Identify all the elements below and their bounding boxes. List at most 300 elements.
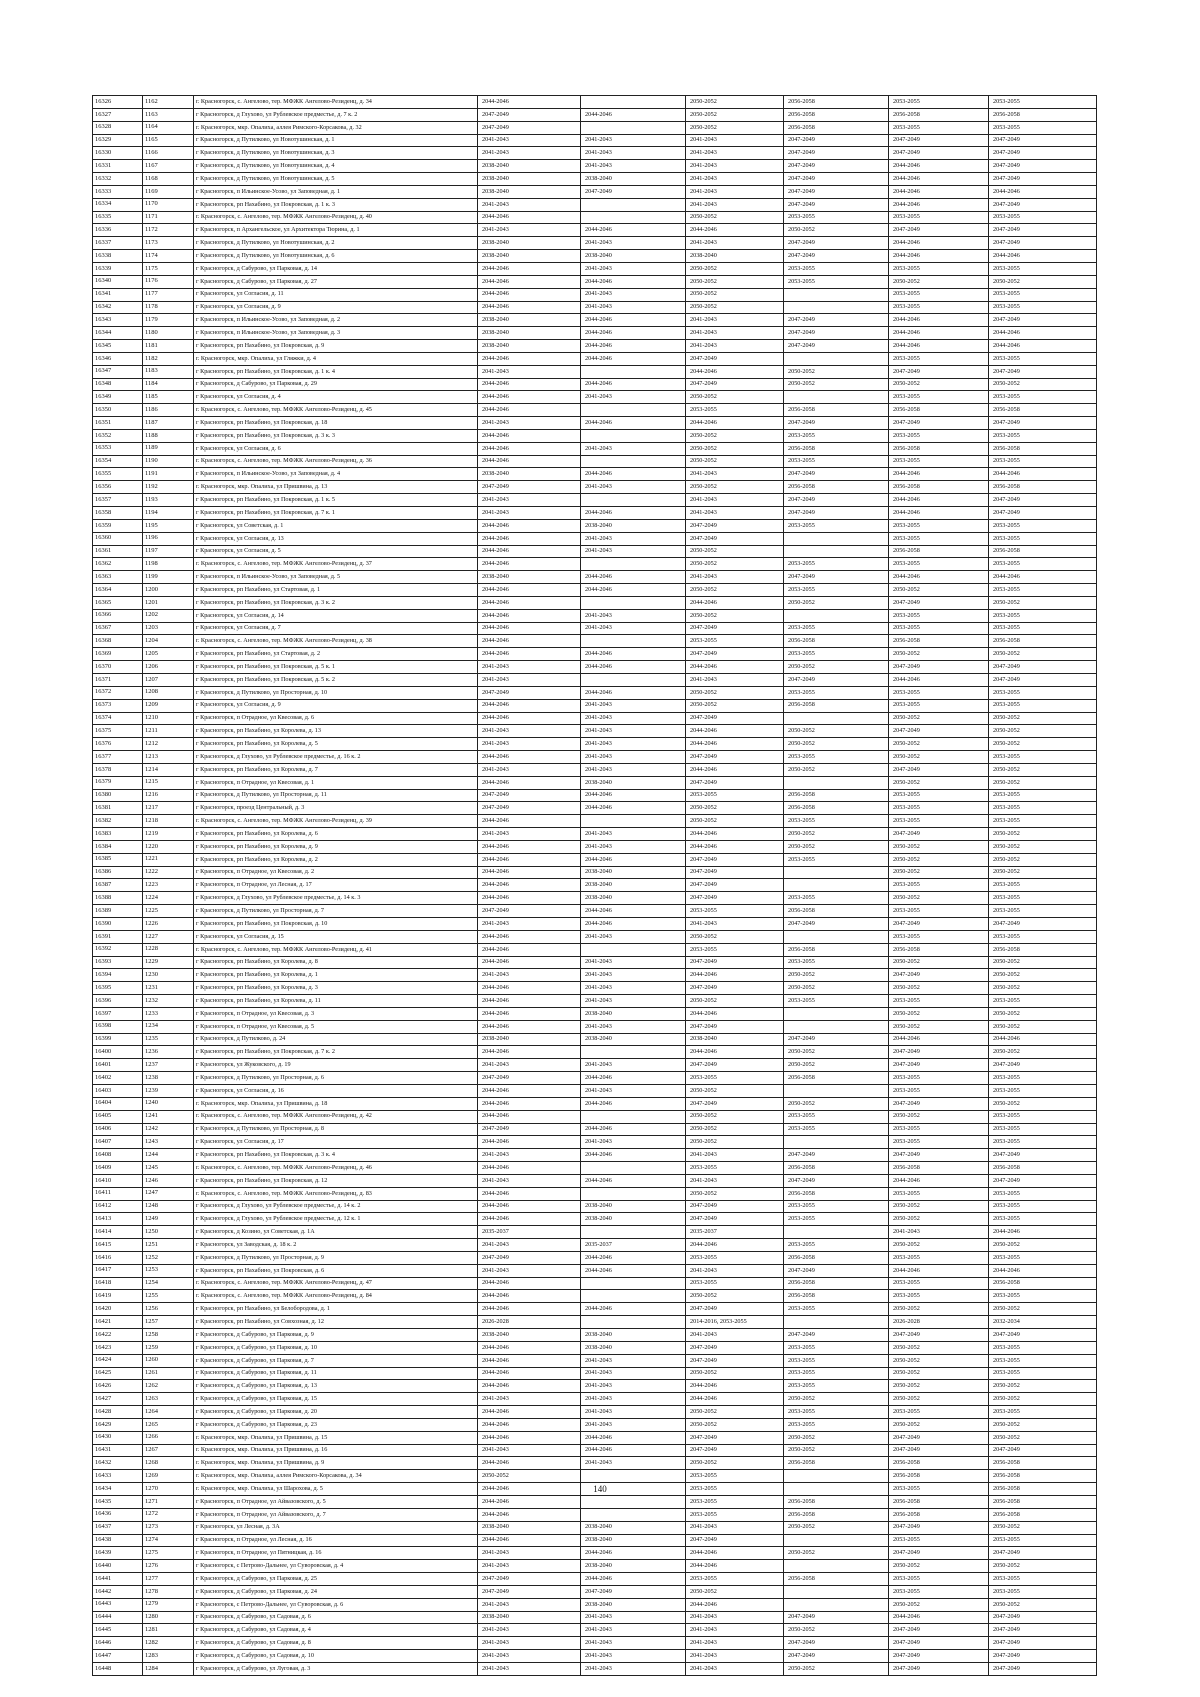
table-cell-year-3: 2050-2052: [686, 1418, 784, 1431]
table-cell-year-5: 2053-2055: [889, 930, 989, 943]
table-cell-index: 1193: [143, 494, 194, 507]
table-row: [93, 1431, 1097, 1444]
table-cell-year-6: 2050-2052: [989, 1560, 1097, 1573]
table-cell-year-1: 2047-2049: [478, 1573, 581, 1586]
table-cell-address: г Красногорск, рп Нахабино, ул Королева, д. 7: [194, 763, 478, 776]
table-cell-year-5: 2047-2049: [889, 365, 989, 378]
table-row: [93, 507, 1097, 520]
table-cell-year-4: 2050-2052: [784, 1521, 889, 1534]
table-cell-year-4: 2053-2055: [784, 622, 889, 635]
table-cell-year-1: 2044-2046: [478, 558, 581, 571]
table-cell-year-4: 2056-2058: [784, 699, 889, 712]
table-cell-year-2: 2044-2046: [581, 1072, 686, 1085]
table-cell-year-3: 2044-2046: [686, 1598, 784, 1611]
table-cell-address: г Красногорск, д Глухово, ул Рублевское предместье, д. 16 к. 2: [194, 751, 478, 764]
table-cell-year-2: 2041-2043: [581, 1650, 686, 1663]
table-cell-year-3: 2041-2043: [686, 1662, 784, 1675]
table-cell-year-2: 2044-2046: [581, 1444, 686, 1457]
table-cell-year-5: 2053-2055: [889, 686, 989, 699]
table-cell-address: г Красногорск, д Козино, ул Советская, д. 1А: [194, 1226, 478, 1239]
table-cell-index: 1196: [143, 532, 194, 545]
table-cell-year-2: 2038-2040: [581, 1033, 686, 1046]
table-cell-address: г. Красногорск, с. Ангелово, тер. МФЖК Ангелово-Резиденц, д. 46: [194, 1162, 478, 1175]
table-row: [93, 1277, 1097, 1290]
table-cell-year-2: 2041-2043: [581, 1136, 686, 1149]
table-cell-index: 1263: [143, 1393, 194, 1406]
table-row: [93, 1329, 1097, 1342]
table-cell-year-2: 2044-2046: [581, 584, 686, 597]
table-cell-year-3: 2041-2043: [686, 571, 784, 584]
table-cell-year-6: 2050-2052: [989, 725, 1097, 738]
table-cell-year-5: 2050-2052: [889, 1560, 989, 1573]
table-row: [93, 108, 1097, 121]
table-cell-year-5: 2053-2055: [889, 1072, 989, 1085]
table-cell-year-1: 2044-2046: [478, 1457, 581, 1470]
table-cell-year-1: 2044-2046: [478, 352, 581, 365]
table-cell-year-5: 2056-2058: [889, 1470, 989, 1483]
table-row: [93, 1418, 1097, 1431]
table-cell-year-6: 2047-2049: [989, 1444, 1097, 1457]
table-cell-year-3: 2044-2046: [686, 1393, 784, 1406]
table-cell-year-5: 2056-2058: [889, 1495, 989, 1508]
table-row: [93, 558, 1097, 571]
table-cell-year-5: 2050-2052: [889, 776, 989, 789]
table-cell-year-1: 2044-2046: [478, 532, 581, 545]
table-cell-year-4: 2053-2055: [784, 275, 889, 288]
table-cell-year-1: 2047-2049: [478, 802, 581, 815]
table-row: [93, 828, 1097, 841]
table-cell-year-5: 2047-2049: [889, 725, 989, 738]
table-cell-index: 1234: [143, 1020, 194, 1033]
table-cell-year-2: 2044-2046: [581, 1573, 686, 1586]
table-cell-year-4: 2050-2052: [784, 982, 889, 995]
table-cell-year-5: 2047-2049: [889, 1547, 989, 1560]
table-cell-year-6: 2053-2055: [989, 995, 1097, 1008]
table-cell-index: 1220: [143, 840, 194, 853]
table-cell-year-4: 2050-2052: [784, 365, 889, 378]
table-cell-year-4: 2053-2055: [784, 1418, 889, 1431]
table-cell-year-2: 2041-2043: [581, 956, 686, 969]
table-cell-year-2: [581, 198, 686, 211]
table-cell-year-2: 2041-2043: [581, 1662, 686, 1675]
table-cell-year-3: 2053-2055: [686, 1508, 784, 1521]
table-cell-year-3: 2047-2049: [686, 879, 784, 892]
table-cell-year-3: 2047-2049: [686, 1444, 784, 1457]
table-cell-year-3: 2050-2052: [686, 1367, 784, 1380]
table-row: [93, 288, 1097, 301]
table-cell-year-1: 2044-2046: [478, 815, 581, 828]
table-cell-address: г Красногорск, рп Нахабино, ул Покровская, д. 5 к. 2: [194, 673, 478, 686]
table-cell-address: г Красногорск, д Сабурово, ул Садовая, д. 4: [194, 1624, 478, 1637]
table-cell-year-2: 2044-2046: [581, 802, 686, 815]
table-row: [93, 1290, 1097, 1303]
table-row: [93, 1637, 1097, 1650]
table-cell-year-4: 2053-2055: [784, 1123, 889, 1136]
table-cell-year-2: 2035-2037: [581, 1239, 686, 1252]
table-cell-year-4: 2056-2058: [784, 1508, 889, 1521]
table-cell-address: г Красногорск, ул Жуковского, д. 19: [194, 1059, 478, 1072]
table-cell-year-4: 2053-2055: [784, 1354, 889, 1367]
table-cell-address: г. Красногорск, с. Ангелово, тер. МФЖК Ангелово-Резиденц, д. 37: [194, 558, 478, 571]
table-cell-index: 1233: [143, 1007, 194, 1020]
table-cell-number: 16399: [93, 1033, 143, 1046]
table-cell-address: г. Красногорск, с. Ангелово, тер. МФЖК Ангелово-Резиденц, д. 34: [194, 96, 478, 109]
table-cell-year-4: [784, 1084, 889, 1097]
table-cell-year-6: 2047-2049: [989, 198, 1097, 211]
table-cell-year-3: 2050-2052: [686, 1136, 784, 1149]
table-cell-year-6: 2050-2052: [989, 1239, 1097, 1252]
table-cell-year-6: 2047-2049: [989, 507, 1097, 520]
table-cell-year-1: 2044-2046: [478, 404, 581, 417]
table-cell-year-5: 2053-2055: [889, 802, 989, 815]
table-cell-index: 1274: [143, 1534, 194, 1547]
table-cell-year-2: 2038-2040: [581, 1521, 686, 1534]
table-cell-year-4: [784, 1316, 889, 1329]
table-cell-year-1: 2044-2046: [478, 840, 581, 853]
table-cell-year-4: 2056-2058: [784, 121, 889, 134]
table-row: [93, 494, 1097, 507]
table-cell-year-1: 2041-2043: [478, 1393, 581, 1406]
table-cell-year-1: 2044-2046: [478, 995, 581, 1008]
table-cell-address: г Красногорск, д Сабурово, ул Парковая, д. 14: [194, 262, 478, 275]
table-cell-year-6: 2056-2058: [989, 1508, 1097, 1521]
table-cell-year-1: 2044-2046: [478, 866, 581, 879]
table-cell-number: 16409: [93, 1162, 143, 1175]
table-cell-year-3: 2044-2046: [686, 417, 784, 430]
table-cell-year-6: 2047-2049: [989, 661, 1097, 674]
table-row: [93, 1495, 1097, 1508]
table-cell-year-6: 2053-2055: [989, 121, 1097, 134]
table-cell-number: 16411: [93, 1187, 143, 1200]
table-cell-index: 1267: [143, 1444, 194, 1457]
table-cell-year-1: 2044-2046: [478, 1084, 581, 1097]
table-cell-year-2: 2041-2043: [581, 442, 686, 455]
table-cell-year-3: 2053-2055: [686, 1072, 784, 1085]
table-row: [93, 429, 1097, 442]
table-cell-year-5: 2044-2046: [889, 173, 989, 186]
table-cell-year-3: 2041-2043: [686, 327, 784, 340]
table-cell-year-6: 2047-2049: [989, 673, 1097, 686]
table-cell-number: 16397: [93, 1007, 143, 1020]
table-cell-index: 1219: [143, 828, 194, 841]
table-cell-year-5: 2044-2046: [889, 1611, 989, 1624]
table-cell-address: г. Красногорск, мкр. Опалиха, аллея Римского-Корсакова, д. 32: [194, 121, 478, 134]
table-cell-year-6: 2053-2055: [989, 930, 1097, 943]
table-cell-year-4: 2047-2049: [784, 250, 889, 263]
table-cell-number: 16374: [93, 712, 143, 725]
table-cell-index: 1253: [143, 1264, 194, 1277]
table-cell-address: г Красногорск, д Сабурово, ул Парковая, д. 11: [194, 1367, 478, 1380]
table-cell-year-6: 2044-2046: [989, 1033, 1097, 1046]
table-cell-year-4: 2050-2052: [784, 596, 889, 609]
table-cell-year-1: 2041-2043: [478, 725, 581, 738]
table-cell-year-1: 2041-2043: [478, 673, 581, 686]
table-cell-index: 1232: [143, 995, 194, 1008]
table-cell-year-2: 2041-2043: [581, 1393, 686, 1406]
table-row: [93, 853, 1097, 866]
table-cell-index: 1212: [143, 738, 194, 751]
table-row: [93, 1149, 1097, 1162]
table-cell-year-1: 2041-2043: [478, 1239, 581, 1252]
table-cell-year-3: 2044-2046: [686, 738, 784, 751]
table-cell-address: г Красногорск, п Отрадное, ул Айвазовского, д. 7: [194, 1508, 478, 1521]
table-row: [93, 327, 1097, 340]
table-cell-number: 16420: [93, 1303, 143, 1316]
table-cell-year-5: 2050-2052: [889, 840, 989, 853]
table-cell-index: 1225: [143, 905, 194, 918]
table-cell-year-1: 2044-2046: [478, 519, 581, 532]
table-cell-address: г Красногорск, рп Нахабино, ул Белобородова, д. 1: [194, 1303, 478, 1316]
table-cell-index: 1236: [143, 1046, 194, 1059]
table-cell-year-5: 2053-2055: [889, 558, 989, 571]
table-row: [93, 237, 1097, 250]
table-cell-year-3: 2050-2052: [686, 1110, 784, 1123]
table-cell-year-5: 2056-2058: [889, 545, 989, 558]
table-cell-year-2: 2041-2043: [581, 738, 686, 751]
table-cell-year-6: 2050-2052: [989, 1097, 1097, 1110]
table-cell-number: 16378: [93, 763, 143, 776]
table-cell-index: 1261: [143, 1367, 194, 1380]
table-cell-number: 16377: [93, 751, 143, 764]
table-row: [93, 417, 1097, 430]
table-row: [93, 1213, 1097, 1226]
table-cell-year-2: 2041-2043: [581, 828, 686, 841]
table-cell-index: 1250: [143, 1226, 194, 1239]
table-cell-number: 16444: [93, 1611, 143, 1624]
table-cell-year-3: 2047-2049: [686, 1059, 784, 1072]
table-cell-address: г Красногорск, п Ильинское-Усово, ул Заповедная, д. 4: [194, 468, 478, 481]
table-cell-year-4: 2047-2049: [784, 1149, 889, 1162]
table-cell-address: г Красногорск, с Петрово-Дальнее, ул Суворовская, д. 4: [194, 1560, 478, 1573]
table-cell-address: г Красногорск, д Сабурово, ул Парковая, д. 9: [194, 1329, 478, 1342]
table-cell-year-6: 2053-2055: [989, 211, 1097, 224]
table-cell-address: г. Красногорск, с. Ангелово, тер. МФЖК Ангелово-Резиденц, д. 47: [194, 1277, 478, 1290]
table-cell-year-1: 2038-2040: [478, 314, 581, 327]
table-cell-number: 16367: [93, 622, 143, 635]
table-row: [93, 1033, 1097, 1046]
table-cell-year-1: 2041-2043: [478, 1059, 581, 1072]
table-cell-year-4: 2053-2055: [784, 211, 889, 224]
table-cell-index: 1208: [143, 686, 194, 699]
table-cell-year-2: [581, 815, 686, 828]
table-cell-year-4: 2050-2052: [784, 1393, 889, 1406]
table-cell-index: 1195: [143, 519, 194, 532]
table-cell-year-3: 2047-2049: [686, 866, 784, 879]
table-cell-address: г. Красногорск, мкр. Опалиха, ул Пришвина, д. 16: [194, 1444, 478, 1457]
table-cell-year-4: [784, 301, 889, 314]
table-cell-index: 1265: [143, 1418, 194, 1431]
table-cell-index: 1249: [143, 1213, 194, 1226]
table-row: [93, 609, 1097, 622]
table-cell-address: г Красногорск, п Ильинское-Усово, ул Заповедная, д. 3: [194, 327, 478, 340]
table-cell-year-4: 2053-2055: [784, 1341, 889, 1354]
table-cell-year-6: 2053-2055: [989, 1367, 1097, 1380]
table-cell-address: г Красногорск, рп Нахабино, ул Королева, д. 11: [194, 995, 478, 1008]
table-cell-year-6: 2047-2049: [989, 1059, 1097, 1072]
table-cell-year-4: 2056-2058: [784, 943, 889, 956]
table-cell-year-1: 2044-2046: [478, 982, 581, 995]
table-cell-year-4: 2050-2052: [784, 1662, 889, 1675]
table-cell-year-3: 2053-2055: [686, 1162, 784, 1175]
table-cell-year-5: 2050-2052: [889, 866, 989, 879]
table-cell-year-3: 2041-2043: [686, 1521, 784, 1534]
table-cell-year-5: 2053-2055: [889, 622, 989, 635]
table-cell-number: 16426: [93, 1380, 143, 1393]
table-cell-year-5: 2047-2049: [889, 1431, 989, 1444]
table-cell-number: 16364: [93, 584, 143, 597]
table-cell-number: 16355: [93, 468, 143, 481]
table-cell-year-6: 2053-2055: [989, 1084, 1097, 1097]
table-cell-year-1: 2044-2046: [478, 1007, 581, 1020]
table-cell-number: 16356: [93, 481, 143, 494]
table-cell-number: 16410: [93, 1174, 143, 1187]
table-cell-number: 16427: [93, 1393, 143, 1406]
table-cell-year-2: [581, 1046, 686, 1059]
table-cell-index: 1200: [143, 584, 194, 597]
table-cell-year-5: 2053-2055: [889, 352, 989, 365]
table-cell-year-3: 2053-2055: [686, 789, 784, 802]
table-cell-year-3: 2041-2043: [686, 1329, 784, 1342]
table-cell-address: г Красногорск, п Отрадное, ул Квесовая, д. 6: [194, 712, 478, 725]
table-cell-year-5: 2053-2055: [889, 1585, 989, 1598]
table-cell-year-6: 2053-2055: [989, 1585, 1097, 1598]
table-cell-address: г Красногорск, п Отрадное, ул Квесовая, д. 1: [194, 776, 478, 789]
table-cell-year-3: 2050-2052: [686, 609, 784, 622]
table-cell-year-6: 2044-2046: [989, 327, 1097, 340]
table-cell-index: 1169: [143, 185, 194, 198]
table-cell-number: 16351: [93, 417, 143, 430]
table-cell-index: 1240: [143, 1097, 194, 1110]
table-cell-address: г Красногорск, рп Нахабино, ул Покровская, д. 5 к. 1: [194, 661, 478, 674]
table-cell-year-3: 2047-2049: [686, 378, 784, 391]
table-cell-year-6: 2056-2058: [989, 545, 1097, 558]
table-row: [93, 1084, 1097, 1097]
table-cell-year-1: 2044-2046: [478, 699, 581, 712]
table-cell-index: 1256: [143, 1303, 194, 1316]
table-cell-year-5: 2053-2055: [889, 262, 989, 275]
table-cell-year-6: 2053-2055: [989, 429, 1097, 442]
table-cell-year-1: 2035-2037: [478, 1226, 581, 1239]
table-cell-year-5: 2047-2049: [889, 1521, 989, 1534]
table-cell-year-6: 2053-2055: [989, 815, 1097, 828]
table-cell-year-1: 2044-2046: [478, 1431, 581, 1444]
table-cell-year-3: 2044-2046: [686, 969, 784, 982]
table-cell-index: 1168: [143, 173, 194, 186]
table-cell-year-4: 2047-2049: [784, 1637, 889, 1650]
table-cell-address: г Красногорск, рп Нахабино, ул Королева, д. 6: [194, 828, 478, 841]
table-cell-year-5: 2053-2055: [889, 1277, 989, 1290]
table-row: [93, 96, 1097, 109]
table-cell-year-1: 2044-2046: [478, 1136, 581, 1149]
table-cell-year-5: 2053-2055: [889, 288, 989, 301]
table-cell-index: 1279: [143, 1598, 194, 1611]
table-cell-address: г Красногорск, д Путилково, ул Новотушинская, д. 4: [194, 160, 478, 173]
table-row: [93, 1097, 1097, 1110]
table-cell-address: г Красногорск, ул Согласия, д. 7: [194, 622, 478, 635]
table-cell-year-5: 2044-2046: [889, 1264, 989, 1277]
table-cell-year-6: 2050-2052: [989, 1380, 1097, 1393]
table-cell-address: г. Красногорск, мкр. Опалиха, ул Пришвина, д. 15: [194, 1431, 478, 1444]
table-cell-year-5: 2047-2049: [889, 763, 989, 776]
table-cell-year-5: 2053-2055: [889, 429, 989, 442]
table-cell-year-2: 2044-2046: [581, 1264, 686, 1277]
table-cell-index: 1184: [143, 378, 194, 391]
table-cell-number: 16340: [93, 275, 143, 288]
table-cell-year-6: 2047-2049: [989, 1650, 1097, 1663]
table-cell-year-6: 2047-2049: [989, 365, 1097, 378]
table-row: [93, 147, 1097, 160]
table-cell-year-6: 2053-2055: [989, 1213, 1097, 1226]
table-row: [93, 1624, 1097, 1637]
table-row: [93, 250, 1097, 263]
table-cell-number: 16335: [93, 211, 143, 224]
table-cell-year-4: [784, 352, 889, 365]
table-row: [93, 725, 1097, 738]
table-cell-number: 16363: [93, 571, 143, 584]
table-cell-year-3: 2050-2052: [686, 301, 784, 314]
table-cell-year-5: 2053-2055: [889, 815, 989, 828]
table-cell-year-1: 2038-2040: [478, 250, 581, 263]
table-cell-number: 16347: [93, 365, 143, 378]
table-cell-number: 16423: [93, 1341, 143, 1354]
table-cell-index: 1258: [143, 1329, 194, 1342]
table-cell-year-1: 2041-2043: [478, 661, 581, 674]
table-cell-number: 16338: [93, 250, 143, 263]
table-cell-year-1: 2044-2046: [478, 943, 581, 956]
table-cell-index: 1216: [143, 789, 194, 802]
table-cell-number: 16412: [93, 1200, 143, 1213]
table-cell-address: г Красногорск, рп Нахабино, ул Стартовая, д. 2: [194, 648, 478, 661]
table-row: [93, 1547, 1097, 1560]
table-cell-address: г Красногорск, рп Нахабино, ул Королева, д. 9: [194, 840, 478, 853]
table-cell-year-3: 2050-2052: [686, 802, 784, 815]
table-cell-year-2: 2041-2043: [581, 751, 686, 764]
table-cell-year-3: 2044-2046: [686, 596, 784, 609]
table-cell-year-5: 2047-2049: [889, 1097, 989, 1110]
table-cell-year-6: 2050-2052: [989, 648, 1097, 661]
table-cell-year-6: 2050-2052: [989, 853, 1097, 866]
table-cell-index: 1278: [143, 1585, 194, 1598]
table-cell-year-4: 2050-2052: [784, 1046, 889, 1059]
table-cell-year-1: 2044-2046: [478, 1495, 581, 1508]
table-cell-year-3: 2047-2049: [686, 1020, 784, 1033]
table-cell-number: 16350: [93, 404, 143, 417]
table-cell-address: г Красногорск, д Глухово, ул Рублевское предместье, д. 12 к. 1: [194, 1213, 478, 1226]
table-cell-year-2: 2041-2043: [581, 840, 686, 853]
table-cell-year-4: 2047-2049: [784, 571, 889, 584]
table-cell-number: 16342: [93, 301, 143, 314]
table-cell-year-1: 2044-2046: [478, 635, 581, 648]
table-cell-year-4: [784, 712, 889, 725]
table-cell-year-4: 2047-2049: [784, 417, 889, 430]
table-cell-year-1: 2041-2043: [478, 969, 581, 982]
table-row: [93, 468, 1097, 481]
table-cell-number: 16346: [93, 352, 143, 365]
table-cell-number: 16337: [93, 237, 143, 250]
table-row: [93, 1534, 1097, 1547]
table-row: [93, 545, 1097, 558]
table-cell-year-5: 2047-2049: [889, 1059, 989, 1072]
table-cell-number: 16436: [93, 1508, 143, 1521]
table-cell-year-5: 2056-2058: [889, 1508, 989, 1521]
table-cell-index: 1194: [143, 507, 194, 520]
table-cell-address: г Красногорск, д Путилково, ул Просторная, д. 10: [194, 686, 478, 699]
table-cell-number: 16434: [93, 1483, 143, 1496]
table-cell-year-2: 2038-2040: [581, 1329, 686, 1342]
table-cell-year-6: 2050-2052: [989, 596, 1097, 609]
table-cell-year-4: 2053-2055: [784, 892, 889, 905]
table-cell-year-4: 2053-2055: [784, 429, 889, 442]
